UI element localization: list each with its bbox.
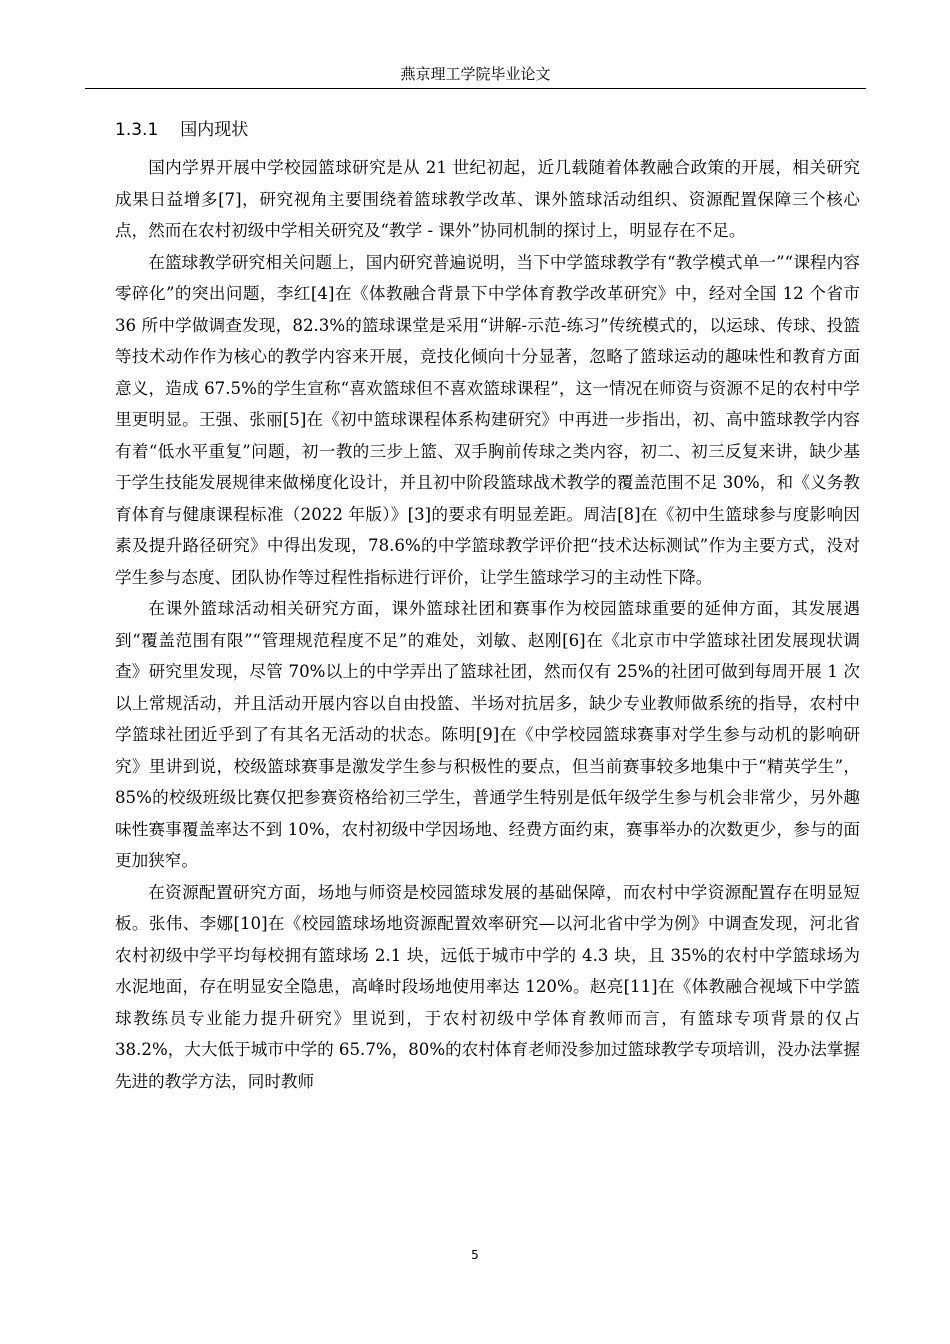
header-rule <box>85 88 866 89</box>
page-number: 5 <box>471 1248 479 1262</box>
paragraph: 在资源配置研究方面，场地与师资是校园篮球发展的基础保障，而农村中学资源配置存在明显短板。张伟、李娜[10]在《校园篮球场地资源配置效率研究—以河北省中学为例》中调查发现，河北省农村初级中学平均每校拥有篮球场 2.1 块，远低于城市中学的 4.3 块，且 35%的农村中学篮球场为水泥地面，存在明显安全隐患，高峰时段场地使用率达 120%。赵亮[11]在《体教融合视域下中学篮球教练员专业能力提升研究》里说到，于农村初级中学体育教师而言，有篮球专项背景的仅占 38.2%，大大低于城市中学的 65.7%，80%的农村体育老师没参加过篮球教学专项培训，没办法掌握先进的教学方法，同时教师 <box>115 882 860 1091</box>
running-header: 燕京理工学院毕业论文 <box>400 65 551 83</box>
paragraph: 在篮球教学研究相关问题上，国内研究普遍说明，当下中学篮球教学有“教学模式单一”“课程内容零碎化”的突出问题，李红[4]在《体教融合背景下中学体育教学改革研究》中，经对全国 12 个省市 36 所中学做调查发现，82.3%的篮球课堂是采用“讲解-示范-练习”传统模式的，以运球、传球、投篮等技术动作作为核心的教学内容来开展，竞技化倾向十分显著，忽略了篮球运动的趣味性和教育方面意义，造成 67.5%的学生宣称“喜欢篮球但不喜欢篮球课程”，这一情况在师资与资源不足的农村中学里更明显。王强、张丽[5]在《初中篮球课程体系构建研究》中再进一步指出，初、高中篮球教学内容有着“低水平重复”问题，初一教的三步上篮、双手胸前传球之类内容，初二、初三反复来讲，缺少基于学生技能发展规律来做梯度化设计，并且初中阶段篮球战术教学的覆盖范围不足 30%，和《义务教育体育与健康课程标准（2022 年版）》[3]的要求有明显差距。周洁[8]在《初中生篮球参与度影响因素及提升路径研究》中得出发现，78.6%的中学篮球教学评价把“技术达标测试”作为主要方式，没对学生参与态度、团队协作等过程性指标进行评价，让学生篮球学习的主动性下降。 <box>115 252 860 587</box>
section-number: 1.3.1 <box>115 120 159 140</box>
paragraph: 在课外篮球活动相关研究方面，课外篮球社团和赛事作为校园篮球重要的延伸方面，其发展遇到“覆盖范围有限”“管理规范程度不足”的难处，刘敏、赵刚[6]在《北京市中学篮球社团发展现状调查》研究里发现，尽管 70%以上的中学弄出了篮球社团，然而仅有 25%的社团可做到每周开展 1 次以上常规活动，并且活动开展内容以自由投篮、半场对抗居多，缺少专业教师做系统的指导，农村中学篮球社团近乎到了有其名无活动的状态。陈明[9]在《中学校园篮球赛事对学生参与动机的影响研究》里讲到说，校级篮球赛事是激发学生参与积极性的要点，但当前赛事较多地集中于“精英学生”，85%的校级班级比赛仅把参赛资格给初三学生，普通学生特别是低年级学生参与机会非常少，另外趣味性赛事覆盖率达不到 10%，农村初级中学因场地、经费方面约束，赛事举办的次数更少，参与的面更加狭窄。 <box>115 599 860 870</box>
section-title: 国内现状 <box>180 120 249 140</box>
section-heading <box>115 117 248 143</box>
paragraph: 国内学界开展中学校园篮球研究是从 21 世纪初起，近几载随着体教融合政策的开展，相关研究成果日益增多[7]，研究视角主要围绕着篮球教学改革、课外篮球活动组织、资源配置保障三个核心点，然而在农村初级中学相关研究及“教学 - 课外”协同机制的探讨上，明显存在不足。 <box>115 158 860 240</box>
body-text <box>115 152 860 1097</box>
